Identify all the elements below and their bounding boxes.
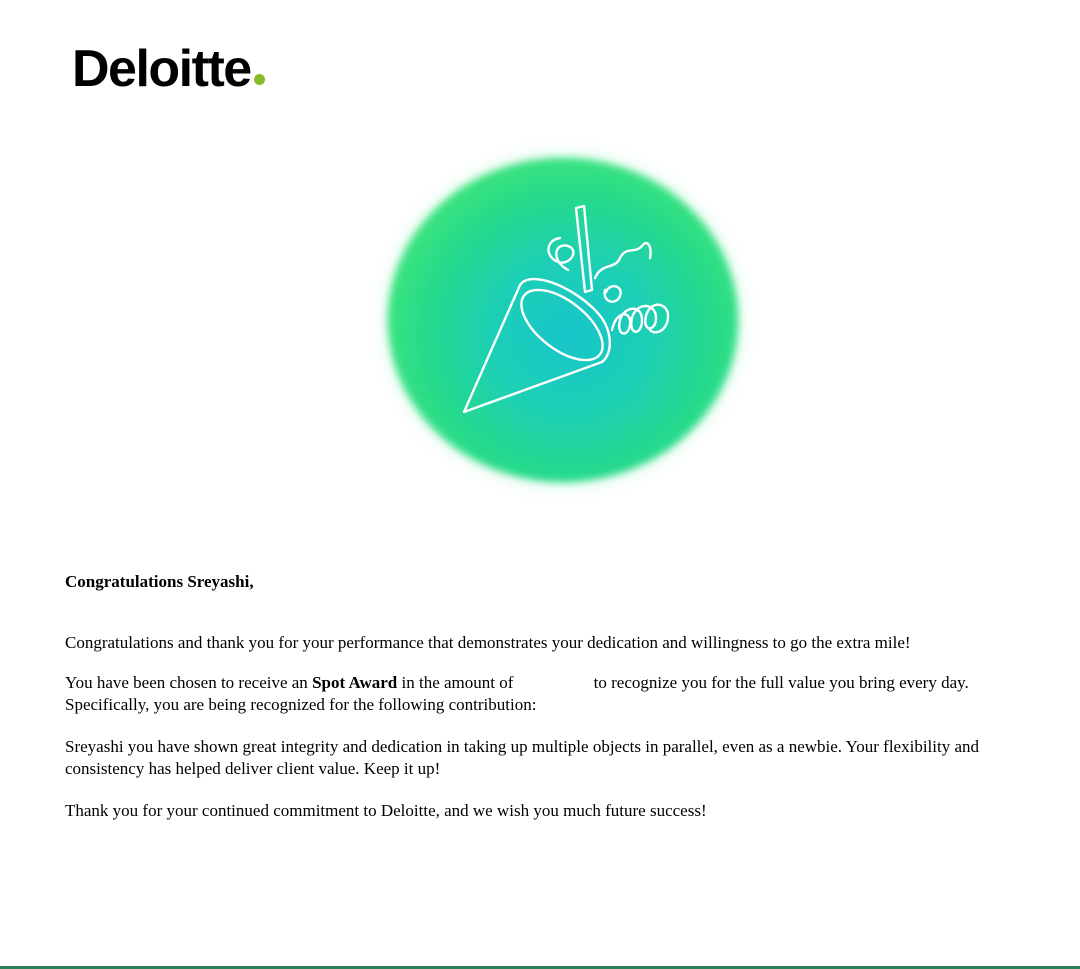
greeting: Congratulations Sreyashi, xyxy=(65,572,254,591)
letter-body xyxy=(65,570,1015,822)
deloitte-logo xyxy=(72,38,265,100)
award-name: Spot Award xyxy=(312,673,398,692)
paragraph-thanks: Congratulations and thank you for your performance that demonstrates your dedication and willingness to go the extra mile! xyxy=(65,633,911,652)
party-popper-icon xyxy=(380,150,746,490)
paragraph-contribution: Sreyashi you have shown great integrity and dedication in taking up multiple objects in parallel, even as a newbie. Your flexibility and consistency has helped deliver client value. Keep it up! xyxy=(65,737,980,778)
award-text-intro: You have been chosen to receive an xyxy=(65,673,313,692)
hero-illustration xyxy=(380,150,746,490)
paragraph-closing: Thank you for your continued commitment to Deloitte, and we wish you much future success! xyxy=(65,801,707,820)
award-text-recognition: to recognize you for the full value you bring every day. Specifically, you are being recognized for the following contribution: xyxy=(65,673,969,714)
logo-green-dot xyxy=(254,74,265,85)
award-text-amount: in the amount of xyxy=(397,673,514,692)
logo-wordmark: Deloitte xyxy=(72,40,251,98)
paragraph-award xyxy=(65,672,1015,716)
